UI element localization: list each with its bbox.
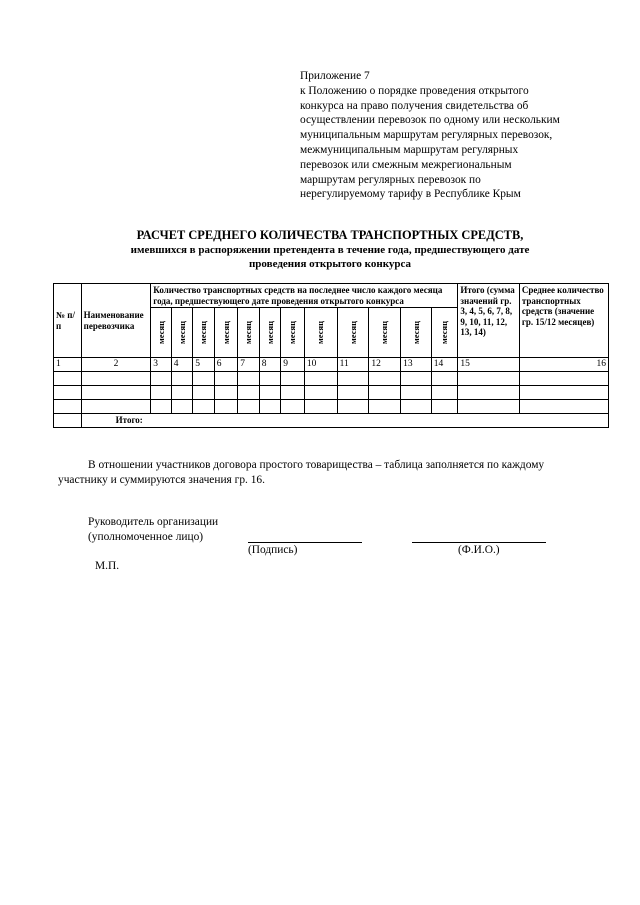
column-number: 6: [214, 358, 238, 372]
header-total: Итого (сумма значений гр. 3, 4, 5, 6, 7, 8, 9, 10, 11, 12, 13, 14): [458, 284, 519, 358]
month-label: месяц: [315, 321, 326, 344]
name-line: [412, 542, 546, 543]
table-row: [54, 400, 609, 414]
month-header: [281, 308, 305, 358]
note-text: В отношении участников договора простого товарищества – таблица заполняется по каждому участнику и суммируются значения гр. 16.: [58, 459, 545, 486]
month-header: [369, 308, 401, 358]
column-number: 10: [304, 358, 337, 372]
month-label: месяц: [439, 321, 450, 344]
month-header: [193, 308, 215, 358]
month-header: [151, 308, 171, 358]
month-label: месяц: [176, 321, 187, 344]
month-label: месяц: [155, 321, 166, 344]
month-header: [238, 308, 260, 358]
month-label: месяц: [264, 321, 275, 344]
month-label: месяц: [198, 321, 209, 344]
vehicle-count-table: [53, 283, 609, 428]
column-number: 13: [401, 358, 432, 372]
column-number: 12: [369, 358, 401, 372]
signatory-line1: Руководитель организации: [88, 516, 219, 528]
column-number-row: [54, 358, 609, 372]
month-label: месяц: [220, 321, 231, 344]
appendix-line: к Положению о порядке проведения открытого: [300, 84, 529, 97]
total-label: Итого:: [81, 414, 608, 428]
title-subtitle-line2: проведения открытого конкурса: [248, 258, 412, 270]
appendix-line: осуществлении перевозок по одному или нескольким: [300, 114, 560, 127]
month-header: [401, 308, 432, 358]
total-row: [54, 414, 609, 428]
column-number: 9: [281, 358, 305, 372]
month-header: [337, 308, 369, 358]
table-row: [54, 386, 609, 400]
appendix-header: [300, 69, 610, 202]
appendix-line: перевозок или смежным межрегиональным: [300, 158, 512, 171]
signature-caption: (Подпись): [248, 544, 298, 556]
appendix-line: конкурса на право получения свидетельства об: [300, 99, 529, 112]
month-header: [304, 308, 337, 358]
note-paragraph: [58, 458, 558, 487]
signatory-line2: (уполномоченное лицо): [88, 530, 204, 543]
appendix-line: маршрутам регулярных перевозок по: [300, 173, 481, 186]
appendix-line: межмуниципальным маршрутам регулярных: [300, 143, 519, 156]
month-label: месяц: [379, 321, 390, 344]
header-carrier-name: Наименование перевозчика: [81, 284, 151, 358]
column-number: 15: [458, 358, 519, 372]
column-number: 1: [54, 358, 82, 372]
appendix-line: нерегулируемому тарифу в Республике Крым: [300, 188, 521, 201]
appendix-line: Приложение 7: [300, 70, 370, 82]
stamp-place: М.П.: [95, 560, 120, 572]
month-header: [259, 308, 281, 358]
header-average: Среднее количество транспортных средств (значение гр. 15/12 месяцев): [519, 284, 608, 358]
column-number: 11: [337, 358, 369, 372]
column-number: 2: [81, 358, 151, 372]
column-number: 4: [171, 358, 193, 372]
appendix-line: муниципальным маршрутам регулярных перевозок,: [300, 129, 553, 142]
title-main: РАСЧЕТ СРЕДНЕГО КОЛИЧЕСТВА ТРАНСПОРТНЫХ СРЕДСТВ,: [136, 228, 524, 242]
column-number: 16: [519, 358, 608, 372]
column-number: 3: [151, 358, 171, 372]
month-header: [214, 308, 238, 358]
header-row-number: № п/п: [54, 284, 82, 358]
name-caption: (Ф.И.О.): [458, 544, 500, 556]
column-number: 8: [259, 358, 281, 372]
month-header: [171, 308, 193, 358]
table-row: [54, 372, 609, 386]
column-number: 7: [238, 358, 260, 372]
header-monthly-count: Количество транспортных средств на последнее число каждого месяца года, предшествующего дате проведения открытого конкурса: [151, 284, 458, 308]
column-number: 14: [431, 358, 458, 372]
month-label: месяц: [243, 321, 254, 344]
month-label: месяц: [410, 321, 421, 344]
month-header: [431, 308, 458, 358]
month-label: месяц: [287, 321, 298, 344]
column-number: 5: [193, 358, 215, 372]
title-subtitle-line1: имевшихся в распоряжении претендента в течение года, предшествующего дате: [130, 244, 530, 256]
signatory-label: [88, 515, 218, 544]
document-title: [60, 228, 600, 271]
month-label: месяц: [347, 321, 358, 344]
signature-line: [248, 542, 362, 543]
